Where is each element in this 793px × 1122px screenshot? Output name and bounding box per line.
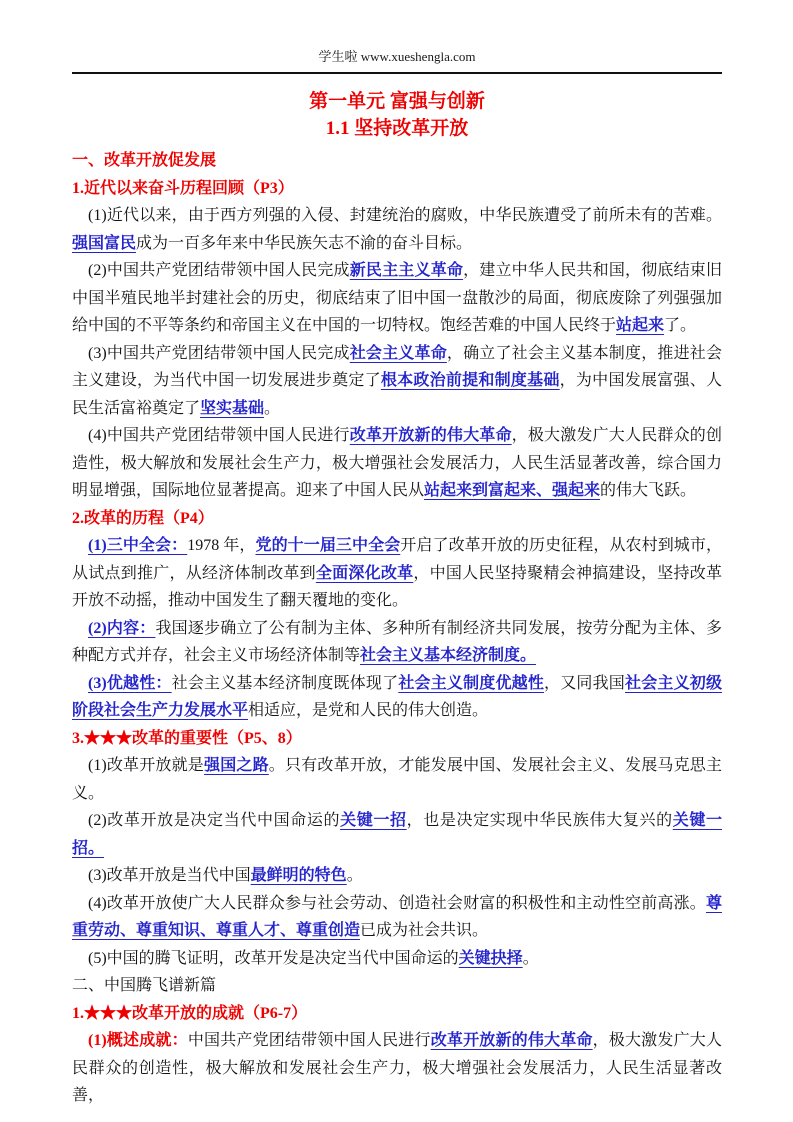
body-text: 。 bbox=[346, 867, 363, 884]
body-text: ，为中国发展富强、人民生活富裕奠定了 bbox=[72, 372, 722, 417]
body-text: 2.改革的历程（P4） bbox=[72, 509, 214, 527]
paragraph bbox=[72, 202, 722, 257]
body-text: 已成为社会共识。 bbox=[360, 922, 489, 939]
highlight-underline-text: 根本政治前提和制度基础 bbox=[380, 372, 560, 389]
highlight-underline-text: 社会主义制度优越性 bbox=[398, 674, 545, 692]
paragraph bbox=[72, 340, 722, 423]
highlight-underline-text: 关键一招。 bbox=[72, 812, 722, 857]
site-header bbox=[72, 48, 722, 74]
highlight-underline-text: 强国富民 bbox=[72, 234, 137, 252]
highlight-underline-text: 最鲜明的特色 bbox=[250, 867, 347, 884]
body-text: ，中国人民坚持聚精会神搞建设，坚持改革开放不动摇，推动中国发生了翻天覆地的变化。 bbox=[72, 564, 722, 609]
body-text: (3)中国共产党团结带领中国人民完成 bbox=[88, 344, 350, 362]
body-text: 开启了改革开放的历史征程，从农村到城市，从试点到推广，从经济体制改革到 bbox=[72, 537, 722, 582]
body-text: (1)改革开放就是 bbox=[88, 757, 205, 774]
body-text: ，极大激发广大人民群众的创造性，极大解放和发展社会生产力，极大增强社会发展活力，人民生活显著改善，综合国力明显增强，国际地位显著提高。迎来了中国人民从 bbox=[72, 427, 722, 499]
paragraph bbox=[72, 807, 722, 862]
highlight-underline-text: 尊重劳动、尊重知识、尊重人才、尊重创造 bbox=[72, 894, 722, 939]
paragraph bbox=[72, 670, 722, 725]
body-text: 二、中国腾飞谱新篇 bbox=[72, 977, 217, 994]
body-text: (5)中国的腾飞证明，改革开发是决定当代中国命运的 bbox=[88, 949, 459, 967]
paragraph bbox=[72, 615, 722, 670]
body-text: (1)近代以来，由于西方列强的入侵、封建统治的腐败，中华民族遭受了前所未有的苦难。 bbox=[88, 207, 722, 224]
topic-heading-1 bbox=[72, 175, 722, 203]
body-text: (3)改革开放是当代中国 bbox=[88, 867, 251, 884]
highlight-underline-text: 改革开放新的伟大革命 bbox=[430, 1032, 593, 1049]
body-text: (2)改革开放是决定当代中国命运的 bbox=[88, 812, 341, 829]
body-text: 。只有改革开放，才能发展中国、发展社会主义、发展马克思主义。 bbox=[72, 757, 722, 802]
highlight-underline-text: (2)内容： bbox=[88, 619, 156, 637]
highlight-underline-text: 关键一招 bbox=[340, 812, 407, 829]
paragraph bbox=[72, 532, 722, 615]
highlight-underline-text: 强国之路 bbox=[204, 757, 269, 774]
page-subtitle: 1.1 坚持改革开放 bbox=[325, 118, 469, 139]
emphasis-red-text: (1)概述成就： bbox=[88, 1032, 188, 1049]
highlight-underline-text: 新民主主义革命 bbox=[349, 262, 464, 279]
paragraph bbox=[72, 422, 722, 505]
page-title: 第一单元 富强与创新 bbox=[309, 91, 485, 112]
body-text: 。 bbox=[522, 949, 539, 967]
body-text: ，极大激发广大人民群众的创造性，极大解放和发展社会生产力，极大增强社会发展活力，人民生活显著改善， bbox=[72, 1032, 722, 1104]
topic-heading-2 bbox=[72, 505, 722, 533]
highlight-underline-text: 党的十一届三中全会 bbox=[255, 537, 401, 554]
body-text: 1.近代以来奋斗历程回顾（P3） bbox=[72, 179, 294, 197]
highlight-underline-text: 改革开放新的伟大革命 bbox=[349, 427, 512, 444]
body-text: 3.★★★改革的重要性（P5、8） bbox=[72, 729, 302, 747]
site-label: 学生啦 www.xueshengla.com bbox=[318, 49, 476, 64]
highlight-underline-text: (3)优越性： bbox=[88, 674, 172, 692]
highlight-underline-text: 全面深化改革 bbox=[315, 564, 414, 582]
highlight-underline-text: 社会主义革命 bbox=[349, 344, 447, 362]
body-text: ，确立了社会主义基本制度，推进社会主义建设，为当代中国一切发展进步奠定了 bbox=[72, 344, 722, 389]
body-text: 社会主义基本经济制度既体现了 bbox=[171, 674, 399, 692]
body-text: 1.★★★改革开放的成就（P6-7） bbox=[72, 1004, 308, 1022]
highlight-underline-text: 社会主义初级阶段社会生产力发展水平 bbox=[72, 674, 722, 719]
body-text: ，又同我国 bbox=[544, 674, 626, 692]
highlight-underline-text: 站起来到富起来、强起来 bbox=[424, 482, 601, 499]
body-text: 。 bbox=[264, 399, 281, 417]
body-text: 一、改革开放促发展 bbox=[72, 152, 217, 169]
body-text: (4)改革开放使广大人民群众参与社会劳动、创造社会财富的积极性和主动性空前高涨。 bbox=[88, 894, 706, 912]
body-text: (2)中国共产党团结带领中国人民完成 bbox=[88, 262, 350, 279]
topic-heading-4 bbox=[72, 1000, 722, 1028]
paragraph bbox=[72, 890, 722, 945]
topic-heading-3 bbox=[72, 725, 722, 753]
paragraph bbox=[72, 862, 722, 890]
highlight-underline-text: (1)三中全会： bbox=[88, 537, 188, 554]
document-body bbox=[72, 147, 722, 1110]
section-heading-2 bbox=[72, 972, 722, 1000]
highlight-underline-text: 关键抉择 bbox=[458, 949, 523, 967]
body-text: 成为一百多年来中华民族矢志不渝的奋斗目标。 bbox=[136, 234, 473, 252]
highlight-underline-text: 社会主义基本经济制度。 bbox=[360, 647, 537, 664]
paragraph bbox=[72, 257, 722, 340]
paragraph bbox=[72, 945, 722, 973]
highlight-underline-text: 站起来 bbox=[616, 317, 665, 334]
body-text: 相适应，是党和人民的伟大创造。 bbox=[248, 702, 489, 719]
paragraph bbox=[72, 752, 722, 807]
paragraph bbox=[72, 1027, 722, 1110]
body-text: (4)中国共产党团结带领中国人民进行 bbox=[88, 427, 350, 444]
body-text: ，也是决定实现中华民族伟大复兴的 bbox=[406, 812, 673, 829]
section-heading-1 bbox=[72, 147, 722, 175]
body-text: 我国逐步确立了公有制为主体、多种所有制经济共同发展，按劳分配为主体、多种配方式并存，社会主义市场经济体制等 bbox=[72, 619, 722, 664]
body-text: 了。 bbox=[664, 317, 697, 334]
body-text: 的伟大飞跃。 bbox=[600, 482, 697, 499]
body-text: 1978 年， bbox=[187, 537, 256, 554]
body-text: ，建立中华人民共和国，彻底结束旧中国半殖民地半封建社会的历史，彻底结束了旧中国一盘散沙的局面，彻底废除了列强强加给中国的不平等条约和帝国主义在中国的一切特权。饱经苦难的中国人民终于 bbox=[72, 262, 722, 334]
body-text: 中国共产党团结带领中国人民进行 bbox=[187, 1032, 431, 1049]
highlight-underline-text: 坚实基础 bbox=[200, 399, 265, 417]
